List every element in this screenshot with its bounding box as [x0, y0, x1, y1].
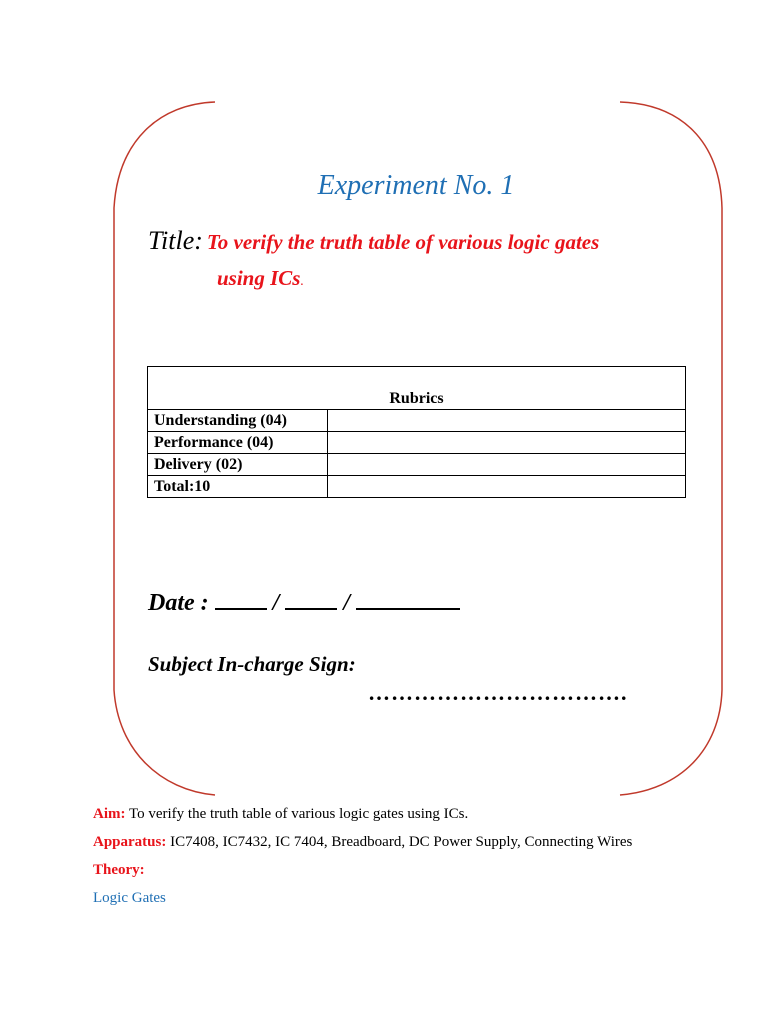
table-row [148, 476, 686, 498]
date-label: Date : [148, 590, 209, 616]
rubrics-table [147, 366, 686, 498]
aim-label: Aim: [93, 806, 126, 822]
date-month-blank [285, 586, 337, 610]
date-separator: / [272, 590, 280, 616]
logic-gates-subheading: Logic Gates [93, 890, 166, 906]
rubric-label: Delivery (02) [148, 454, 328, 476]
frame-bottom-left-arc [114, 690, 215, 795]
rubrics-header-row [148, 367, 686, 410]
rubric-label: Performance (04) [148, 432, 328, 454]
apparatus-text: IC7408, IC7432, IC 7404, Breadboard, DC Power Supply, Connecting Wires [166, 834, 633, 850]
rubric-label: Total:10 [148, 476, 328, 498]
rubric-score-cell [328, 476, 686, 498]
rubric-score-cell [328, 432, 686, 454]
date-separator: / [343, 590, 350, 616]
title-row [148, 226, 599, 256]
title-text-line2: using ICs [217, 266, 301, 290]
title-dot: . [300, 274, 304, 289]
rubric-score-cell [328, 454, 686, 476]
date-day-blank [215, 586, 267, 610]
title-label: Title: [148, 226, 203, 255]
experiment-number: Experiment No. 1 [317, 170, 515, 201]
theory-line [93, 862, 145, 879]
date-row [148, 586, 460, 617]
apparatus-label: Apparatus: [93, 834, 167, 850]
table-row [148, 432, 686, 454]
frame-bottom-right-arc [620, 690, 722, 795]
rubric-label: Understanding (04) [148, 410, 328, 432]
table-row [148, 410, 686, 432]
title-text-line2-wrap [217, 266, 304, 291]
rubric-score-cell [328, 410, 686, 432]
signature-label: Subject In-charge Sign: [148, 652, 356, 676]
date-year-blank [356, 586, 460, 610]
aim-line [93, 806, 468, 823]
aim-text: To verify the truth table of various logic gates using ICs. [125, 806, 469, 822]
rubrics-heading: Rubrics [148, 367, 686, 410]
signature-dots: ……………………………. [368, 680, 628, 705]
title-text-line1: To verify the truth table of various logic gates [206, 230, 600, 254]
theory-label: Theory: [93, 862, 145, 878]
table-row [148, 454, 686, 476]
apparatus-line [93, 834, 632, 851]
